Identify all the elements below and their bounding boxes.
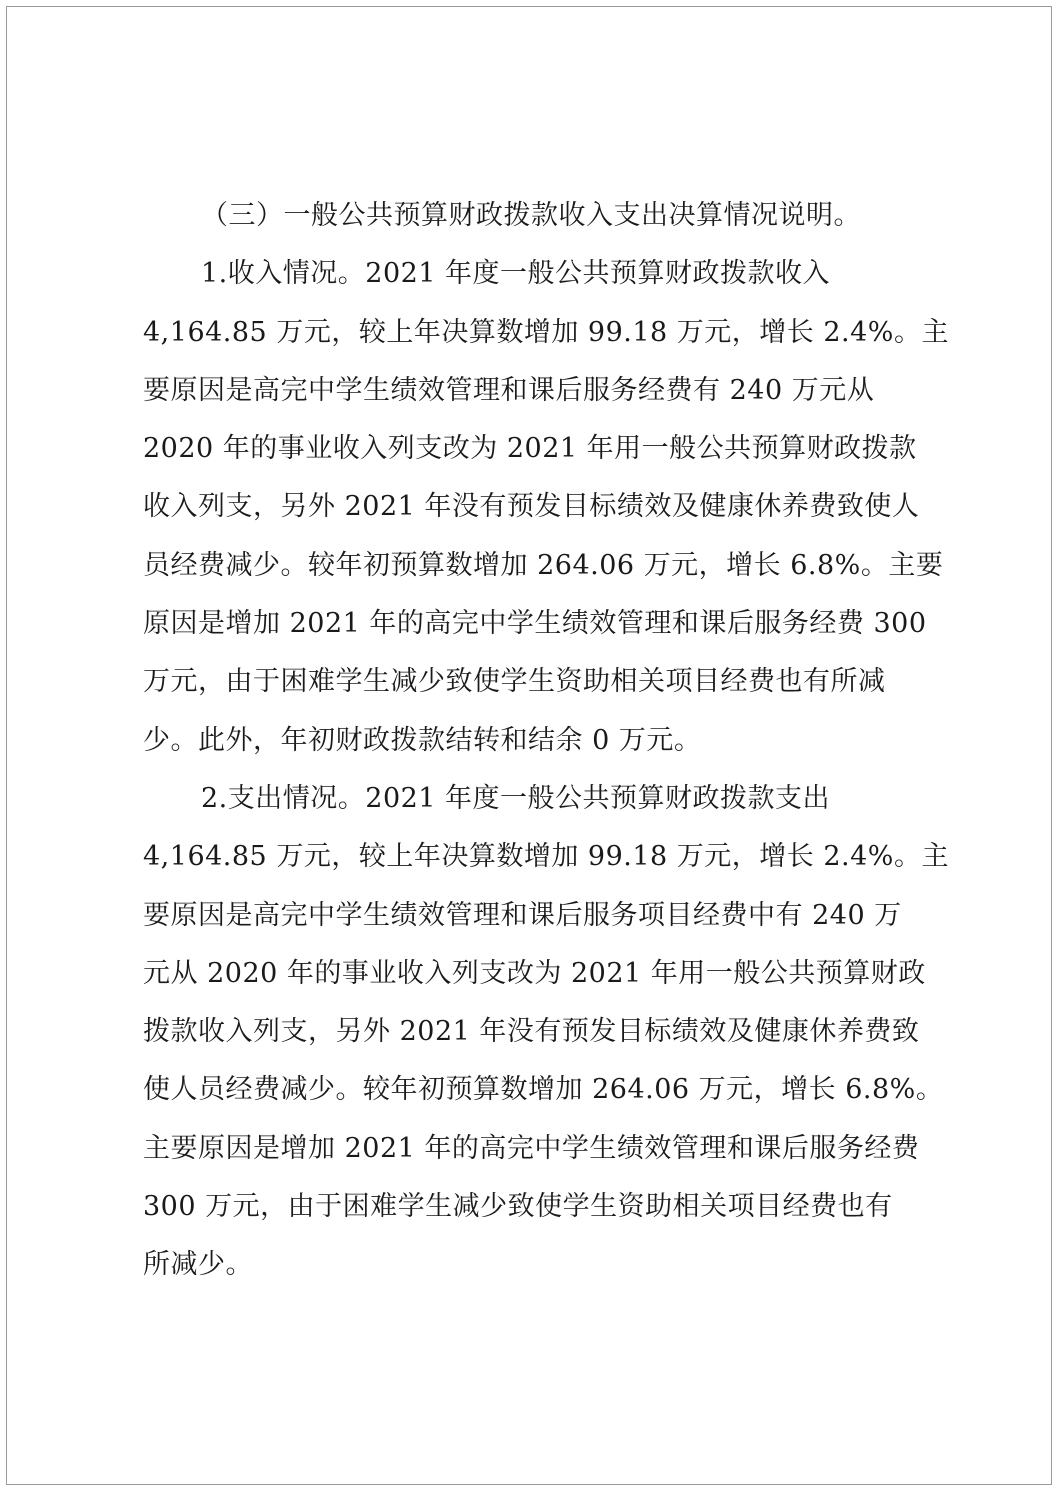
- paragraph-line: 300 万元，由于困难学生减少致使学生资助相关项目经费也有: [143, 1191, 893, 1223]
- paragraph-line: 拨款收入列支，另外 2021 年没有预发目标绩效及健康休养费致: [143, 1016, 920, 1048]
- paragraph-line: 收入列支，另外 2021 年没有预发目标绩效及健康休养费致使人: [143, 491, 920, 523]
- paragraph-income: [143, 245, 949, 770]
- paragraph-line: 员经费减少。较年初预算数增加 264.06 万元，增长 6.8%。主要: [143, 549, 944, 581]
- paragraph-line: 要原因是高完中学生绩效管理和课后服务经费有 240 万元从: [143, 374, 875, 406]
- paragraph-line: 4,164.85 万元，较上年决算数增加 99.18 万元，增长 2.4%。主: [143, 316, 949, 348]
- document-body: [143, 187, 949, 1295]
- paragraph-line: 2020 年的事业收入列支改为 2021 年用一般公共预算财政拨款: [143, 433, 917, 465]
- paragraph-line: 4,164.85 万元，较上年决算数增加 99.18 万元，增长 2.4%。主: [143, 841, 949, 873]
- section-heading: （三）一般公共预算财政拨款收入支出决算情况说明。: [201, 200, 861, 231]
- paragraph-line: 2.支出情况。2021 年度一般公共预算财政拨款支出: [201, 782, 831, 814]
- paragraph-line: 原因是增加 2021 年的高完中学生绩效管理和课后服务经费 300: [143, 608, 927, 640]
- paragraph-line: 要原因是高完中学生绩效管理和课后服务项目经费中有 240 万: [143, 899, 902, 931]
- paragraph-expenditure: [143, 770, 949, 1295]
- paragraph-line: 主要原因是增加 2021 年的高完中学生绩效管理和课后服务经费: [143, 1132, 920, 1164]
- paragraph-line: 元从 2020 年的事业收入列支改为 2021 年用一般公共预算财政: [143, 957, 926, 989]
- paragraph-line: 少。此外，年初财政拨款结转和结余 0 万元。: [143, 724, 702, 756]
- paragraph-line: 万元，由于困难学生减少致使学生资助相关项目经费也有所减: [143, 666, 886, 698]
- paragraph-line: 所减少。: [143, 1249, 253, 1281]
- paragraph-line: 1.收入情况。2021 年度一般公共预算财政拨款收入: [201, 258, 831, 290]
- paragraph-line: 使人员经费减少。较年初预算数增加 264.06 万元，增长 6.8%。: [143, 1074, 944, 1106]
